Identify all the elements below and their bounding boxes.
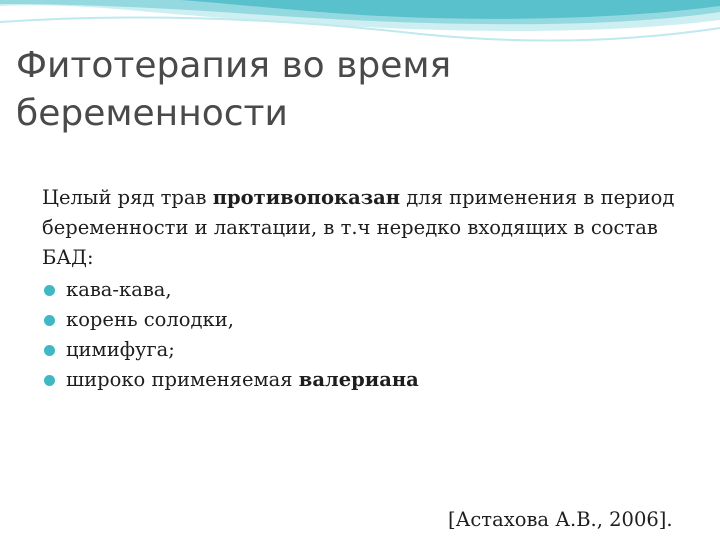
herb-list-item-text: широко применяемая [66,368,299,391]
herb-list-item-text: корень солодки, [66,308,234,331]
citation: [Астахова А.В., 2006]. [448,508,673,531]
herb-list-item [42,335,692,365]
herb-list-item-bold: валериана [298,368,419,391]
herb-list-item-text: цимифуга; [66,338,175,361]
round-bullet-icon [44,375,55,386]
herb-list-item [42,275,692,305]
intro-bold-term: противопоказан [212,186,401,209]
round-bullet-icon [44,285,55,296]
herb-list [42,275,692,395]
round-bullet-icon [44,345,55,356]
herb-list-item [42,305,692,335]
intro-paragraph [42,183,692,273]
intro-text-end: для применения в период беременности и лактации, в т.ч нередко входящих в состав БАД: [42,186,675,269]
herb-list-item [42,365,692,395]
slide-title [16,42,576,138]
slide-title-line-2: беременности [16,93,288,134]
slide-body [42,183,692,395]
intro-text-start: Целый ряд трав [42,186,213,209]
herb-list-item-text: кава-кава, [66,278,172,301]
slide-title-line-1: Фитотерапия во время [16,45,452,86]
round-bullet-icon [44,315,55,326]
